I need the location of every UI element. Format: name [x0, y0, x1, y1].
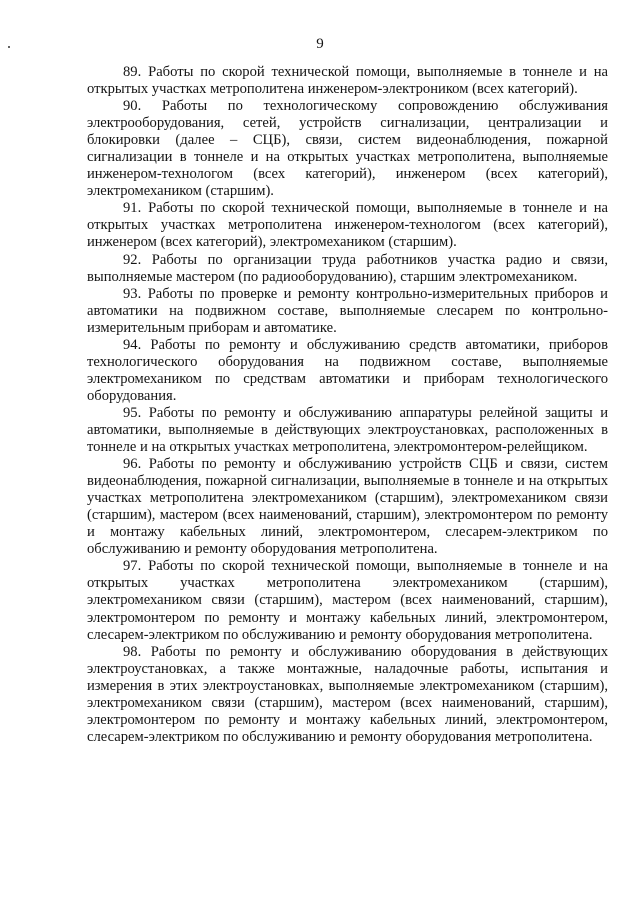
page-number: 9: [316, 36, 324, 52]
paragraph-98: 98. Работы по ремонту и обслуживанию оборудования в действующих электроустановках, а также монтажные, наладочные работы, испытания и измерения в этих электроустановках, выполняемые электромехаником (старшим), электромехаником связи (старшим), мастером (всех наименований, старшим), электромонтером по ремонту и монтажу кабельных линий, электромонтером, слесарем-электриком по обслуживанию и ремонту оборудования метрополитена.: [87, 643, 608, 745]
paragraph-89: 89. Работы по скорой технической помощи, выполняемые в тоннеле и на открытых участках метрополитена инженером-электроником (всех категорий).: [87, 64, 608, 98]
paragraph-90: 90. Работы по технологическому сопровождению обслуживания электрооборудования, сетей, устройств сигнализации, централизации и блокировки (далее – СЦБ), связи, систем видеонаблюдения, пожарной сигнализации в тоннеле и на открытых участках метрополитена, выполняемые инженером-технологом (всех категорий), инженером (всех категорий), электромехаником (старшим).: [87, 98, 608, 200]
paragraph-96: 96. Работы по ремонту и обслуживанию устройств СЦБ и связи, систем видеонаблюдения, пожарной сигнализации, выполняемые в тоннеле и на открытых участках метрополитена электромехаником (старшим), электромехаником связи (старшим), мастером (всех наименований, старшим), электромонтером по ремонту и монтажу кабельных линий, электромонтером, слесарем-электриком по обслуживанию и ремонту оборудования метрополитена.: [87, 456, 608, 558]
paragraph-94: 94. Работы по ремонту и обслуживанию средств автоматики, приборов технологического оборудования на подвижном составе, выполняемые электромехаником по средствам автоматики и приборам технологического оборудования.: [87, 336, 608, 404]
body-text: [87, 64, 608, 746]
paragraph-92: 92. Работы по организации труда работников участка радио и связи, выполняемые мастером (по радиооборудованию), старшим электромехаником.: [87, 251, 608, 285]
paragraph-93: 93. Работы по проверке и ремонту контрольно-измерительных приборов и автоматики на подвижном составе, выполняемые слесарем по контрольно-измерительным приборам и автоматике.: [87, 285, 608, 336]
paragraph-95: 95. Работы по ремонту и обслуживанию аппаратуры релейной защиты и автоматики, выполняемые в действующих электроустановках, расположенных в тоннеле и на открытых участках метрополитена, электромонтером-релейщиком.: [87, 404, 608, 456]
paragraph-97: 97. Работы по скорой технической помощи, выполняемые в тоннеле и на открытых участках метрополитена электромехаником (старшим), электромехаником связи (старшим), мастером (всех наименований, старшим), электромонтером по ремонту и монтажу кабельных линий, электромонтером, слесарем-электриком по обслуживанию и ремонту оборудования метрополитена.: [87, 558, 608, 643]
paragraph-91: 91. Работы по скорой технической помощи, выполняемые в тоннеле и на открытых участках метрополитена инженером-технологом (всех категорий), инженером (всех категорий), электромехаником (старшим).: [87, 200, 608, 251]
